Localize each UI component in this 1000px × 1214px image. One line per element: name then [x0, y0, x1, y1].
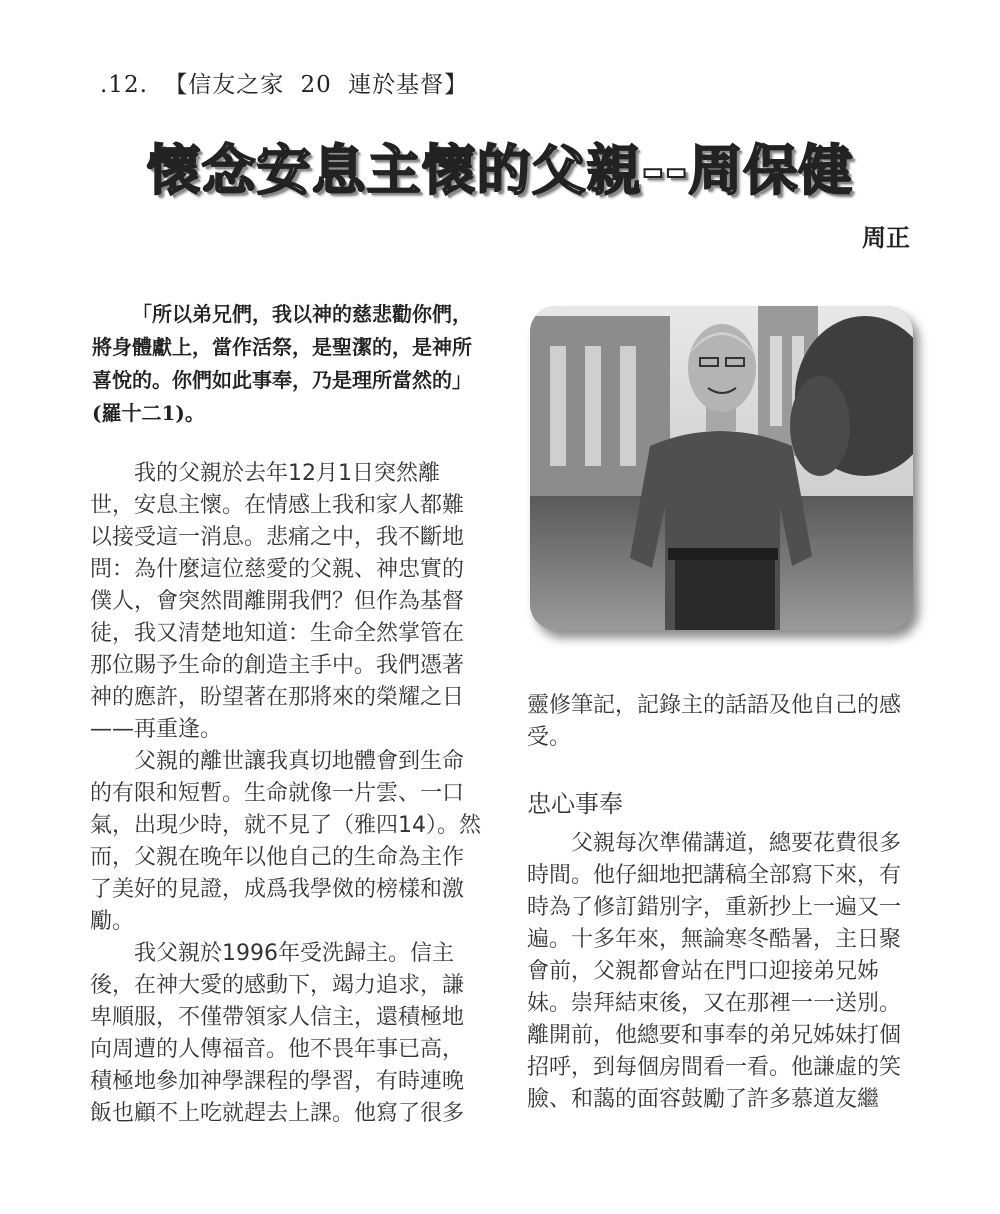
running-header — [100, 66, 476, 99]
article-title: 懷念安息主懷的父親--周保健 — [146, 139, 854, 202]
publication-name: 【信友之家 — [164, 72, 285, 98]
right-column — [527, 690, 922, 1116]
paragraph: 我的父親於去年12月1日突然離世，安息主懷。在情感上我和家人都難以接受這一消息。悲痛之中，我不斷地問：為什麼這位慈愛的父親、神忠實的僕人，會突然間離開我們？但作為基督徒，我又清楚地知道：生命全然掌管在那位賜予生命的創造主手中。我們憑著神的應許，盼望著在那將來的榮耀之日——再重逢。 — [90, 461, 465, 742]
paragraph: 父親的離世讓我真切地體會到生命的有限和短暫。生命就像一片雲、一口氣，出現少時，就不見了（雅四14）。然而，父親在晚年以他自己的生命為主作了美好的見證，成爲我學傚的榜樣和激勵。 — [90, 749, 481, 934]
section-heading: 忠心事奉 — [527, 790, 623, 818]
scripture-quote: 「所以弟兄們，我以神的慈悲勸你們，將身體獻上，當作活祭，是聖潔的，是神所喜悅的。你們如此事奉，乃是理所當然的」(羅十二1)。 — [92, 302, 472, 425]
page-number: .12. — [100, 72, 148, 98]
paragraph: 我父親於1996年受洗歸主。信主後，在神大愛的感動下，竭力追求，謙卑順服，不僅帶領家人信主，還積極地向周遭的人傳福音。他不畏年事已高，積極地參加神學課程的學習，有時連晚飯也顧不上吃就趕去上課。他寫了很多 — [90, 941, 465, 1126]
portrait-photo-icon — [530, 306, 913, 630]
paragraph: 父親每次準備講道，總要花費很多時間。他仔細地把講稿全部寫下來，有時為了修訂錯別字，重新抄上一遍又一遍。十多年來，無論寒冬酷暑，主日聚會前，父親都會站在門口迎接弟兄姊妹。崇拜結束後，又在那裡一一送別。離開前，他總要和事奉的弟兄姊妹打個招呼，到每個房間看一看。他謙虛的笑臉、和藹的面容鼓勵了許多慕道友繼 — [527, 831, 902, 1112]
author-name: 周正 — [862, 224, 910, 252]
portrait-photo — [530, 306, 913, 630]
left-column — [90, 458, 482, 1130]
paragraph-continuation: 靈修筆記，記錄主的話語及他自己的感受。 — [527, 693, 902, 750]
issue-number: 20 — [300, 72, 332, 98]
section-name: 連於基督】 — [348, 72, 469, 98]
